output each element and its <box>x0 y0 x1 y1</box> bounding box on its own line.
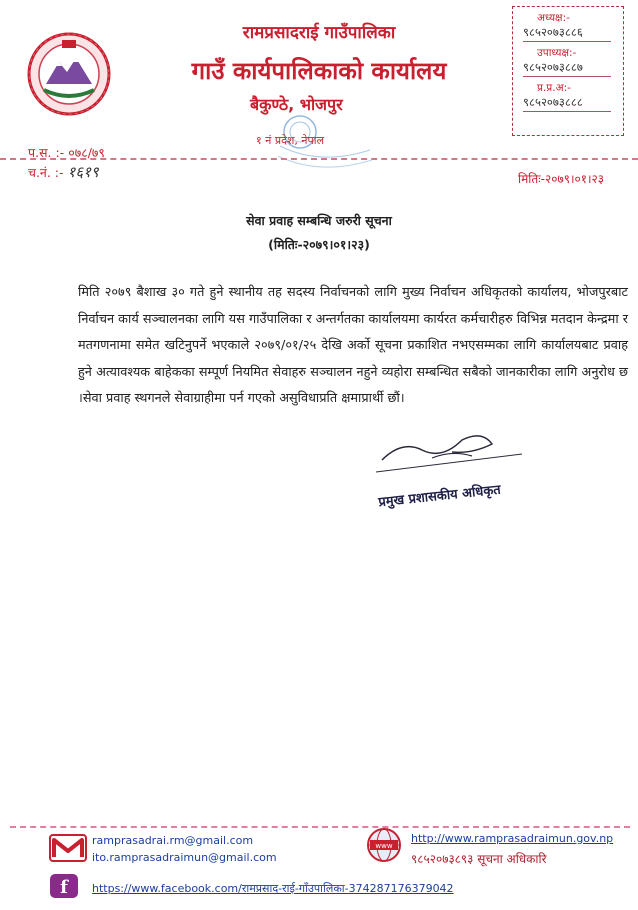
letter-date: मितिः-२०७९।०१।२३ <box>518 172 605 186</box>
cn-value: १६१९ <box>67 163 99 181</box>
ps-label: प.स. :- <box>28 145 65 160</box>
mail-icon <box>48 833 88 863</box>
vice-chair-label: उपाध्यक्ष:- <box>537 47 577 59</box>
notice-body: मिति २०७९ बैशाख ३० गते हुने स्थानीय तह सदस्य निर्वाचनको लागि मुख्य निर्वाचन अधिकृतको कार्यालय, भोजपुरबाट निर्वाचन कार्य सञ्चालनका लागि यस गाउँपालिका र अन्तर्गतका कार्यालयमा कार्यरत कर्मचारीहरु विभिन्न मतदान केन्द्रमा र मतगणनामा समेत खटिनुपर्ने भएकाले २०७९/०१/२५ देखि अर्को सूचना प्रकाशित नभएसम्मका लागि कार्यालयबाट प्रवाह हुने अत्यावश्यक बाहेकका सम्पूर्ण नियमित सेवाहरु सञ्चालन नहुने व्यहोरा सम्बन्धित सबैको जानकारीका लागि अनुरोध छ ।सेवा प्रवाह स्थगनले सेवाग्राहीमा पर्न गएको असुविधाप्रति क्षमाप्रार्थी छौं। <box>78 285 628 406</box>
province-line: १ नं प्रदेश, नेपाल <box>256 134 325 147</box>
chair-phone: ९८५२०७३८८६ <box>523 25 611 42</box>
cao-label: प्र.प्र.अ:- <box>537 82 571 94</box>
cn-label: च.नं. :- <box>28 165 64 180</box>
vice-chair-phone: ९८५२०७३८८७ <box>523 60 611 77</box>
email-link-1[interactable]: ramprasadrai.rm@gmail.com <box>92 834 254 847</box>
ps-value: ०७८/७९ <box>68 145 105 160</box>
website-link[interactable]: http://www.ramprasadraimun.gov.np <box>411 832 614 845</box>
cao-phone: ९८५२०७३८८८ <box>523 95 611 112</box>
cn-line <box>28 162 99 182</box>
header-divider <box>0 158 638 162</box>
footer-divider <box>10 826 630 830</box>
chair-label: अध्यक्ष:- <box>537 12 570 24</box>
email-link-2[interactable]: ito.ramprasadraimun@gmail.com <box>92 851 277 864</box>
info-officer-phone: ९८५२०७३८९३ सूचना अधिकारि <box>411 852 547 866</box>
office-address: बैकुण्ठे, भोजपुर <box>250 95 343 114</box>
contact-box <box>512 6 624 136</box>
globe-icon <box>364 826 404 864</box>
facebook-link[interactable]: https://www.facebook.com/रामप्रसाद-राई-गाँउपालिका-374287176379042 <box>92 882 454 895</box>
signer-title: प्रमुख प्रशासकीय अधिकृत <box>377 482 502 511</box>
org-name: रामप्रसादराई गाउँपालिका <box>242 23 396 43</box>
office-name: गाउँ कार्यपालिकाको कार्यालय <box>191 57 447 85</box>
globe-icon-text: www <box>375 842 393 850</box>
svg-text:f: f <box>60 877 68 898</box>
signature-image <box>372 420 532 480</box>
facebook-icon <box>50 874 78 898</box>
notice-subject: सेवा प्रवाह सम्बन्धि जरुरी सूचना <box>246 213 392 228</box>
notice-date: (मितिः-२०७९।०१।२३) <box>268 237 370 252</box>
